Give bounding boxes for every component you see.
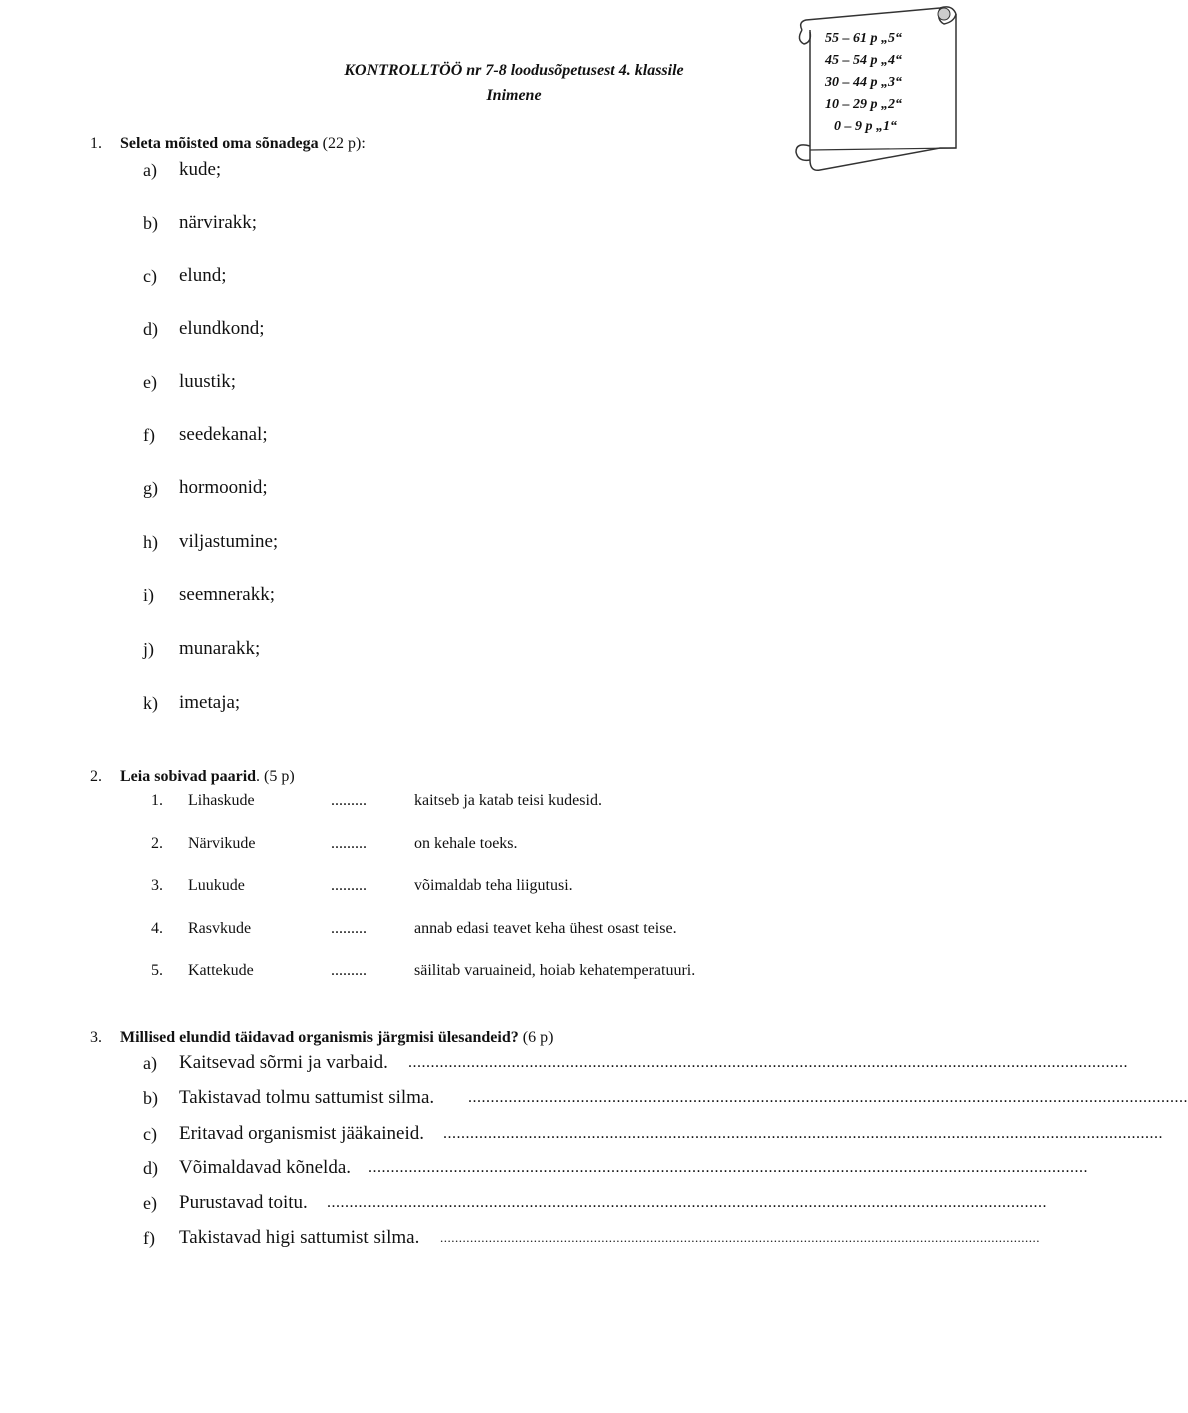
question-1-heading xyxy=(120,135,366,153)
pair-description: säilitab varuaineid, hoiab kehatemperatuuri. xyxy=(414,962,696,979)
q3-answer-line[interactable]: ................................................................................................................................................................ xyxy=(408,1054,1128,1071)
pair-number: 4. xyxy=(151,920,163,937)
pair-description: võimaldab teha liigutusi. xyxy=(414,877,573,894)
grade-line: 0 – 9 p „1“ xyxy=(834,119,897,134)
question-2-heading xyxy=(120,768,295,786)
question-3-points: (6 p) xyxy=(522,1029,554,1046)
q1-item-letter: f) xyxy=(143,425,155,445)
pair-number: 1. xyxy=(151,792,163,809)
q3-item-letter: b) xyxy=(143,1088,158,1108)
grade-line: 55 – 61 p „5“ xyxy=(825,31,902,46)
pair-term: Närvikude xyxy=(188,835,256,852)
q1-item-letter: k) xyxy=(143,693,158,713)
q1-item-text: elund; xyxy=(179,265,227,286)
q3-item-text: Takistavad tolmu sattumist silma. xyxy=(179,1087,435,1108)
pair-term: Kattekude xyxy=(188,962,254,979)
grade-line: 10 – 29 p „2“ xyxy=(825,97,902,112)
q3-item-letter: e) xyxy=(143,1193,157,1213)
pair-description: on kehale toeks. xyxy=(414,835,518,852)
q3-item-text: Kaitsevad sõrmi ja varbaid. xyxy=(179,1052,388,1073)
question-3-prompt: Millised elundid täidavad organismis järgmisi ülesandeid? xyxy=(120,1029,519,1046)
pair-answer-blank[interactable]: ......... xyxy=(331,877,367,894)
q1-item-letter: h) xyxy=(143,532,158,552)
q3-item-letter: c) xyxy=(143,1124,157,1144)
pair-answer-blank[interactable]: ......... xyxy=(331,835,367,852)
q1-item-text: luustik; xyxy=(179,371,237,392)
q1-item-text: viljastumine; xyxy=(179,531,279,552)
q3-item-text: Võimaldavad kõnelda. xyxy=(179,1157,352,1178)
q3-answer-line[interactable]: ................................................................................................................................................................ xyxy=(440,1230,1040,1245)
pair-answer-blank[interactable]: ......... xyxy=(331,920,367,937)
question-1-number: 1. xyxy=(90,135,102,152)
q1-item-letter: i) xyxy=(143,585,154,605)
q1-item-text: imetaja; xyxy=(179,692,241,713)
question-1-prompt: Seleta mõisted oma sõnadega xyxy=(120,135,319,152)
pair-description: kaitseb ja katab teisi kudesid. xyxy=(414,792,602,809)
q3-item-letter: a) xyxy=(143,1053,157,1073)
q3-answer-line[interactable]: ................................................................................................................................................................ xyxy=(368,1159,1088,1176)
q1-item-text: hormoonid; xyxy=(179,477,268,498)
grade-line: 30 – 44 p „3“ xyxy=(825,75,902,90)
question-2-prompt: Leia sobivad paarid xyxy=(120,768,257,785)
pair-term: Lihaskude xyxy=(188,792,255,809)
q1-item-letter: g) xyxy=(143,478,158,498)
q1-item-text: seedekanal; xyxy=(179,424,268,445)
q1-item-text: seemnerakk; xyxy=(179,584,276,605)
q1-item-letter: a) xyxy=(143,160,157,180)
q3-answer-line[interactable]: ................................................................................................................................................................ xyxy=(327,1194,1047,1211)
q3-answer-line[interactable]: ................................................................................................................................................................ xyxy=(468,1089,1188,1106)
q1-item-text: närvirakk; xyxy=(179,212,258,233)
page-subtitle: Inimene xyxy=(486,87,542,104)
pair-number: 3. xyxy=(151,877,163,894)
pair-number: 5. xyxy=(151,962,163,979)
q3-item-text: Takistavad higi sattumist silma. xyxy=(179,1227,420,1248)
q1-item-text: munarakk; xyxy=(179,638,261,659)
pair-term: Luukude xyxy=(188,877,245,894)
q3-item-text: Purustavad toitu. xyxy=(179,1192,308,1213)
question-3-number: 3. xyxy=(90,1029,102,1046)
pair-number: 2. xyxy=(151,835,163,852)
page-title: KONTROLLTÖÖ nr 7-8 loodusõpetusest 4. klassile xyxy=(344,62,684,79)
grade-line: 45 – 54 p „4“ xyxy=(825,53,902,68)
q3-item-letter: d) xyxy=(143,1158,158,1178)
pair-answer-blank[interactable]: ......... xyxy=(331,962,367,979)
q3-answer-line[interactable]: ................................................................................................................................................................ xyxy=(443,1125,1163,1142)
pair-answer-blank[interactable]: ......... xyxy=(331,792,367,809)
q1-item-letter: j) xyxy=(143,639,154,659)
q1-item-text: elundkond; xyxy=(179,318,265,339)
q1-item-text: kude; xyxy=(179,159,222,180)
pair-description: annab edasi teavet keha ühest osast teise. xyxy=(414,920,677,937)
question-1-points: (22 p): xyxy=(322,135,366,152)
pair-term: Rasvkude xyxy=(188,920,252,937)
q1-item-letter: c) xyxy=(143,266,157,286)
q1-item-letter: b) xyxy=(143,213,158,233)
question-2-points: . (5 p) xyxy=(256,768,295,785)
q1-item-letter: e) xyxy=(143,372,157,392)
q1-item-letter: d) xyxy=(143,319,158,339)
q3-item-letter: f) xyxy=(143,1228,155,1248)
question-3-heading xyxy=(120,1029,553,1047)
q3-item-text: Eritavad organismist jääkaineid. xyxy=(179,1123,424,1144)
question-2-number: 2. xyxy=(90,768,102,785)
